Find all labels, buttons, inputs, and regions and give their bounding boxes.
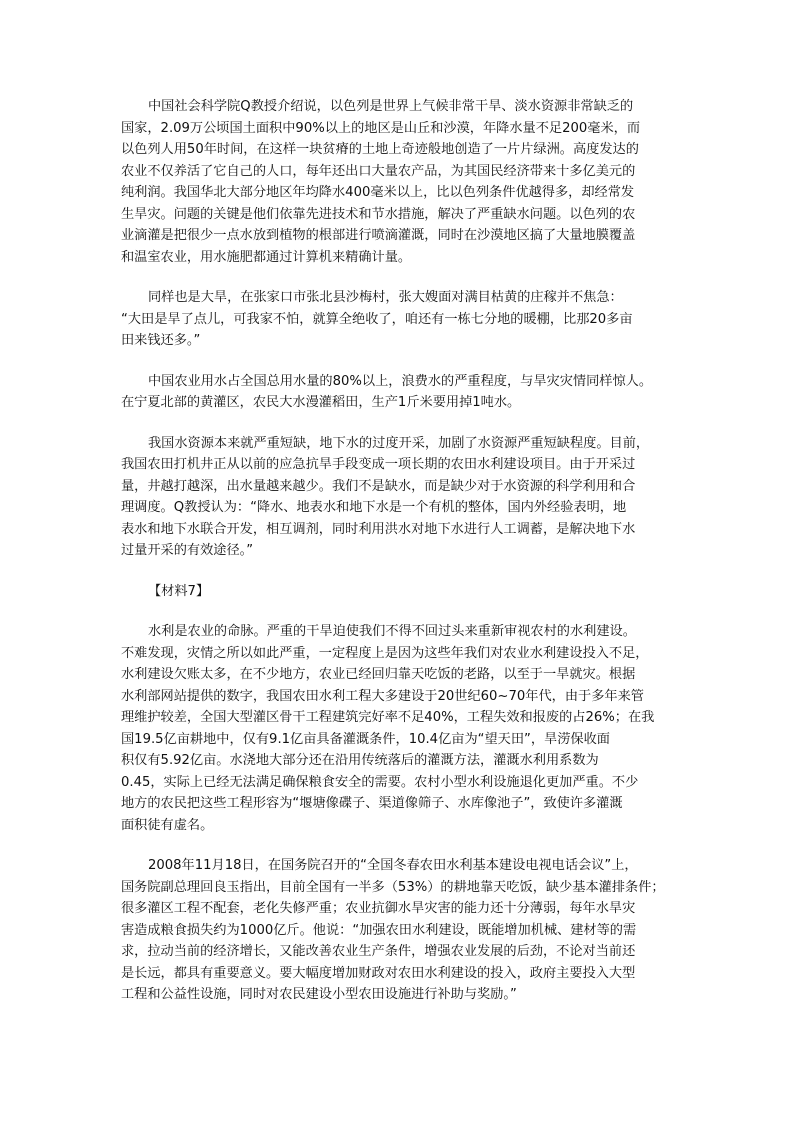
paragraph-gap [121,836,673,855]
text-line: 很多灌区工程不配套，老化失修严重；农业抗御水旱灾害的能力还十分薄弱，每年水旱灾 [121,901,636,916]
text-line: 在宁夏北部的黄灌区，农民大水漫灌稻田，生产1斤米要用掉1吨水。 [121,395,521,410]
text-line: 同样也是大旱，在张家口市张北县沙梅村，张大嫂面对满目枯黄的庄稼并不焦急： [148,290,623,305]
text-line: 工程和公益性设施，同时对农民建设小型农田设施进行补助与奖励。” [121,987,517,1002]
text-line: 中国社会科学院Q教授介绍说，以色列是世界上气候非常干旱、淡水资源非常缺乏的 [148,99,634,114]
text-line: 积仅有5.92亿亩。水浇地大部分还在沿用传统落后的灌溉方法，灌溉水利用系数为 [121,753,599,768]
section-heading: 【材料7】 [148,583,210,599]
text-line: 生旱灾。问题的关键是他们依靠先进技术和节水措施，解决了严重缺水问题。以色列的农 [121,206,636,222]
text-line: 0.45，实际上已经无法满足确保粮食安全的需要。农村小型水利设施退化更加严重。不少 [121,774,639,790]
text-line: 2008年11月18日，在国务院召开的“全国冬春农田水利基本建设电视电话会议”上， [148,858,638,873]
text-line: 不难发现，灾情之所以如此严重，一定程度上是因为这些年我们对农业水利建设投入不足， [121,645,649,661]
text-line: 面积徒有虚名。 [121,817,214,833]
text-line: 国家，2.09万公顷国土面积中90%以上的地区是山丘和沙漠，年降水量不足200毫米，而 [121,120,641,136]
text-line: 国务院副总理回良玉指出，目前全国有一半多（53%）的耕地靠天吃饭，缺少基本灌排条件； [121,879,665,895]
paragraph-gap [121,352,673,371]
paragraph-israel [121,96,673,268]
text-line: 害造成粮食损失约为1000亿斤。他说：“加强农田水利建设，既能增加机械、建材等的需 [121,922,637,938]
text-line: 是长远，都具有重要意义。要大幅度增加财政对农田水利建设的投入，政府主要投入大型 [121,965,636,981]
text-line: 纯利润。我国华北大部分地区年均降水400毫米以上，比以色列条件优越得多，却经常发 [121,185,635,200]
text-line: 地方的农民把这些工程形容为“堰塘像碟子、渠道像筛子、水库像池子”，致使许多灌溉 [121,796,623,811]
text-line: 过量开采的有效途径。” [121,543,254,558]
document-page [121,96,673,1006]
text-line: 中国农业用水占全国总用水量的80%以上，浪费水的严重程度，与旱灾灾情同样惊人。 [148,373,653,389]
paragraph-zhangjiakou [121,287,673,352]
paragraph-gap [121,562,673,581]
paragraph-gap [121,268,673,287]
text-line: 理维护较差，全国大型灌区骨干工程建筑完好率不足40%，工程失效和报废的占26%；在我 [121,710,655,725]
paragraph-gap [121,602,673,621]
text-line: 国19.5亿亩耕地中，仅有9.1亿亩具备灌溉条件，10.4亿亩为“望天田”，旱涝保收面 [121,731,610,747]
text-line: 我国水资源本来就严重短缺，地下水的过度开采，加剧了水资源严重短缺程度。目前， [148,435,650,451]
text-line: 表水和地下水联合开发，相互调剂，同时利用洪水对地下水进行人工调蓄，是解决地下水 [121,521,636,537]
text-line: 以色列人用50年时间，在这样一块贫瘠的土地上奇迹般地创造了一片片绿洲。高度发达的 [121,142,639,157]
text-line: 田来钱还多。” [121,333,201,348]
text-line: 我国农田打机井正从以前的应急抗旱手段变成一项长期的农田水利建设项目。由于开采过 [121,457,636,472]
paragraph-gap [121,414,673,433]
text-line: 业滴灌是把很少一点水放到植物的根部进行喷滴灌溉，同时在沙漠地区搞了大量地膜覆盖 [121,228,636,243]
text-line: 和温室农业，用水施肥都通过计算机来精确计量。 [121,249,412,265]
text-line: 水利建设欠账太多，在不少地方，农业已经回归靠天吃饭的老路，以至于一旱就灾。根据 [121,667,636,682]
paragraph-irrigation [121,621,673,836]
paragraph-state-council [121,855,673,1006]
text-line: 量，井越打越深，出水量越来越少。我们不是缺水，而是缺少对于水资源的科学利用和合 [121,478,636,494]
paragraph-water-use [121,371,673,414]
paragraph-groundwater [121,433,673,562]
text-line: 水利是农业的命脉。严重的干旱迫使我们不得不回过头来重新审视农村的水利建设。 [148,624,636,639]
text-line: 求，拉动当前的经济增长，又能改善农业生产条件，增强农业发展的后劲，不论对当前还 [121,944,636,959]
text-line: 水利部网站提供的数字，我国农田水利工程大多建设于20世纪60~70年代，由于多年来管 [121,688,644,704]
text-line: “大田是旱了点儿，可我家不怕，就算全绝收了，咱还有一栋七分地的暖棚，比那20多亩 [121,311,633,327]
text-line: 农业不仅养活了它自己的人口，每年还出口大量农产品，为其国民经济带来十多亿美元的 [121,163,636,179]
text-line: 理调度。Q教授认为：“降水、地表水和地下水是一个有机的整体，国内外经验表明，地 [121,500,627,515]
